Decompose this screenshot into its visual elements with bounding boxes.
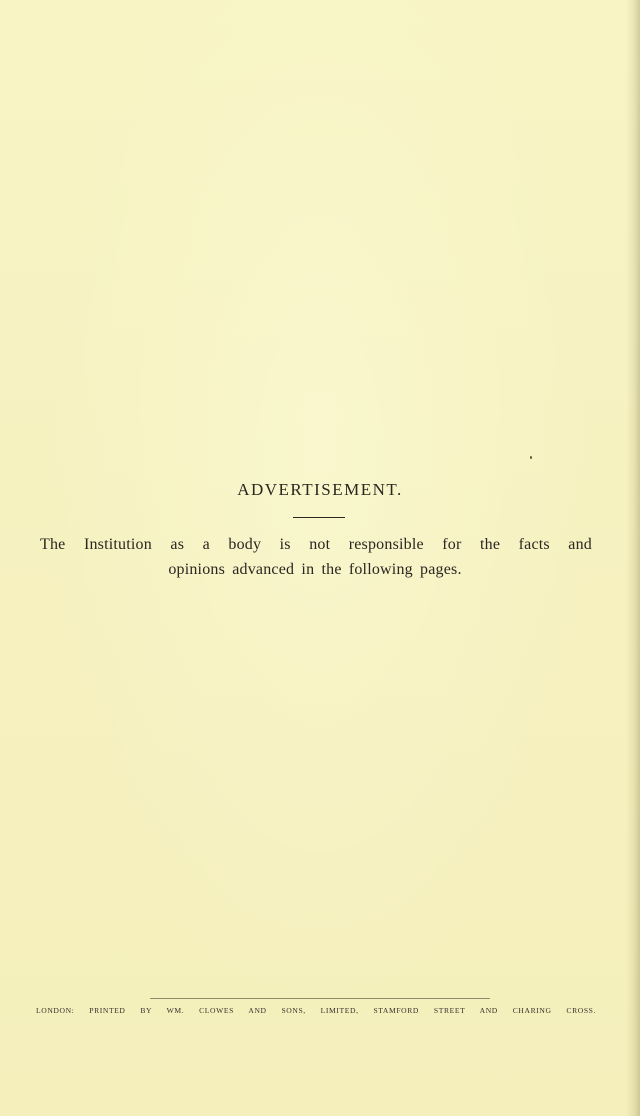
- disclaimer-line-2: opinions advanced in the following pages.: [168, 561, 462, 578]
- ink-speck: [530, 456, 532, 459]
- page-edge-shadow: [626, 0, 640, 1116]
- printer-imprint: LONDON: PRINTED BY WM. CLOWES AND SONS, LIMITED, STAMFORD STREET AND CHARING CROSS.: [36, 1006, 596, 1015]
- disclaimer-line-1: The Institution as a body is not responsible for the facts and: [40, 536, 592, 553]
- heading-divider: [293, 517, 345, 518]
- page-heading: ADVERTISEMENT.: [237, 480, 403, 499]
- disclaimer-paragraph: [40, 532, 592, 582]
- footer-divider: [150, 998, 490, 999]
